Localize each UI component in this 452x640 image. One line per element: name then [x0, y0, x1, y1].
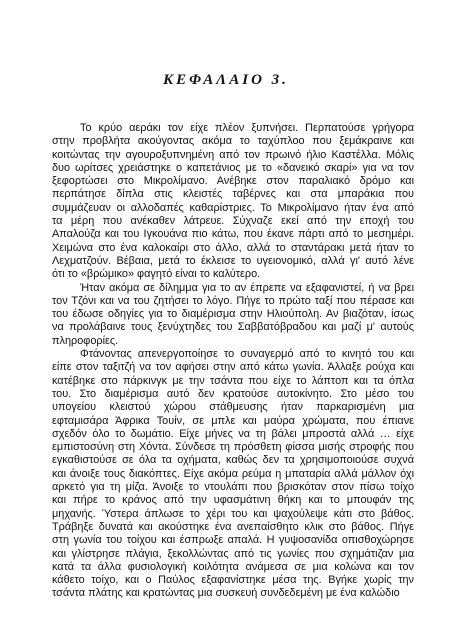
text-line: εμπιστοσύνη στη Χόντα. Σύνδεσε τη πρόσθετη φίσσα μισής στροφής που: [52, 441, 414, 454]
text-line: και γλίστρησε πλάγια, ξεκολλώντας από τις γωνίες που σχημάτιζαν μια: [52, 547, 414, 560]
text-line: Λεχματζούν. Βέβαια, μετά το έκλεισε το υγειονομικό, αλλά γι' αυτό λένε: [52, 254, 414, 267]
chapter-body: [52, 122, 414, 601]
paragraph: [52, 122, 414, 282]
text-line: εγκαθιστούσε σε όλα τα οχήματα, καθώς δεν τα χρησιμοποιούσε συχνά: [52, 454, 414, 467]
text-line: Τράβηξε δυνατά και ακούστηκε ένα ανεπαίσθητο κλικ στο βάθος. Πήγε: [52, 520, 414, 533]
text-line: να προλάβαινε τους ξενύχτηδες του Σαββατόβραδου και μαζί μ' αυτούς: [52, 321, 414, 334]
text-line: τον Τζόνι και να του ζητήσει το λόγο. Πήγε το πρώτο ταξί που πέρασε και: [52, 294, 414, 307]
text-line: ξεφορτώσει στο Μικρολίμανο. Ανέβηκε στον παραλιακό δρόμο και: [52, 175, 414, 188]
text-line: συμμάζευαν οι αλλοδαπές καθαρίστριες. Το Μικρολίμανο ήταν ένα από: [52, 201, 414, 214]
paragraph: [52, 282, 414, 348]
text-line: κάθετο τοίχο, και ο Παύλος εξαφανίστηκε μέσα της. Βγήκε χωρίς την: [52, 574, 414, 587]
text-line: Απαλούζα και του Ιγκουάνα πιο κάτω, που έκανε πάρτι από το μεσημέρι.: [52, 228, 414, 241]
text-line: εφταμισάρα Άφρικα Τουίν, σε μπλε και μαύρα χρώματα, που έπιανε: [52, 414, 414, 427]
text-line: Ήταν ακόμα σε δίλημμα για το αν έπρεπε να εξαφανιστεί, ή να βρει: [80, 281, 414, 294]
text-line: περπάτησε δίπλα στις κλειστές ταβέρνες και στα μπαράκια που: [52, 188, 414, 201]
paragraph: [52, 348, 414, 601]
text-line: ότι το «βρώμικο» φαγητό είναι το καλύτερο.: [52, 268, 261, 281]
text-line: κατά τα άλλα φυσιολογική κοιλότητα ανάμεσα σε μια κολώνα και τον: [52, 560, 414, 573]
text-line: υπογείου κλειστού χώρου στάθμευσης ήταν παρκαρισμένη μια: [52, 401, 414, 414]
text-line: Φτάνοντας απενεργοποίησε το συναγερμό από το κινητό του και: [80, 348, 414, 361]
text-line: τα μέρη που ανέκαθεν λάτρευε. Σύχναζε εκεί από την εποχή του: [52, 215, 414, 228]
text-line: σχεδόν όλο το δωμάτιο. Είχε μήνες να τη βάλει μπροστά αλλά … είχε: [52, 427, 414, 440]
text-line: κατέβηκε στο πάρκινγκ με την τσάντα που είχε το λάπτοπ και τα όπλα: [52, 374, 414, 387]
text-line: μηχανής. Ύστερα άπλωσε το χέρι του και ψαχούλεψε κάτι στο βάθος.: [52, 507, 414, 520]
text-line: στη γωνία του τοίχου και έσπρωξε απαλά. Η γυψοσανίδα οπισθοχώρησε: [52, 534, 414, 547]
chapter-title: ΚΕΦΑΛΑΙΟ 3.: [163, 72, 289, 88]
text-line: πληροφορίες.: [52, 334, 119, 347]
text-line: δυο ωρίτσες χρειάστηκε ο καπετάνιος με το «δανεικό σκαρί» για να τον: [52, 161, 414, 174]
text-line: Το κρύο αεράκι τον είχε πλέον ξυπνήσει. Περπατούσε γρήγορα: [80, 122, 414, 134]
text-line: αρκετό για τη μίζα. Άνοιξε το ντουλάπι που βρισκόταν στον πίσω τοίχο: [52, 481, 414, 494]
text-line: του. Στο διαμέρισμα αυτό δεν κρατούσε αυτοκίνητο. Στο μέσο του: [52, 387, 414, 400]
text-line: και πήρε το κράνος από την υφασμάτινη θήκη και το μπουφάν της: [52, 494, 414, 507]
text-line: Χειμώνα στο ένα καλοκαίρι στο άλλο, αλλά το σταντάρακι μετά ήταν το: [52, 241, 414, 254]
text-line: τσάντα πλάτης και κρατώντας μια συσκευή συνδεδεμένη με ένα καλώδιο: [52, 587, 400, 600]
text-line: είπε στον ταξιτζή να τον αφήσει στην από κάτω γωνία. Άλλαξε ρούχα και: [52, 361, 414, 374]
text-line: στην προβλήτα ακούγοντας ακόμα το ταχύπλοο που ξεμάκραινε και: [52, 135, 414, 148]
text-line: και άνοιξε τους διακόπτες. Είχε ακόμα ρεύμα η μπαταρία αλλά μάλλον όχι: [52, 467, 414, 480]
text-line: κοιτώντας την αγουροξυπνημένη από τον πρωινό ήλιο Καστέλλα. Μόλις: [52, 148, 414, 161]
text-line: του έδωσε οδηγίες για το διαμέρισμα στην Ηλιούπολη. Αν βιαζόταν, ίσως: [52, 308, 414, 321]
